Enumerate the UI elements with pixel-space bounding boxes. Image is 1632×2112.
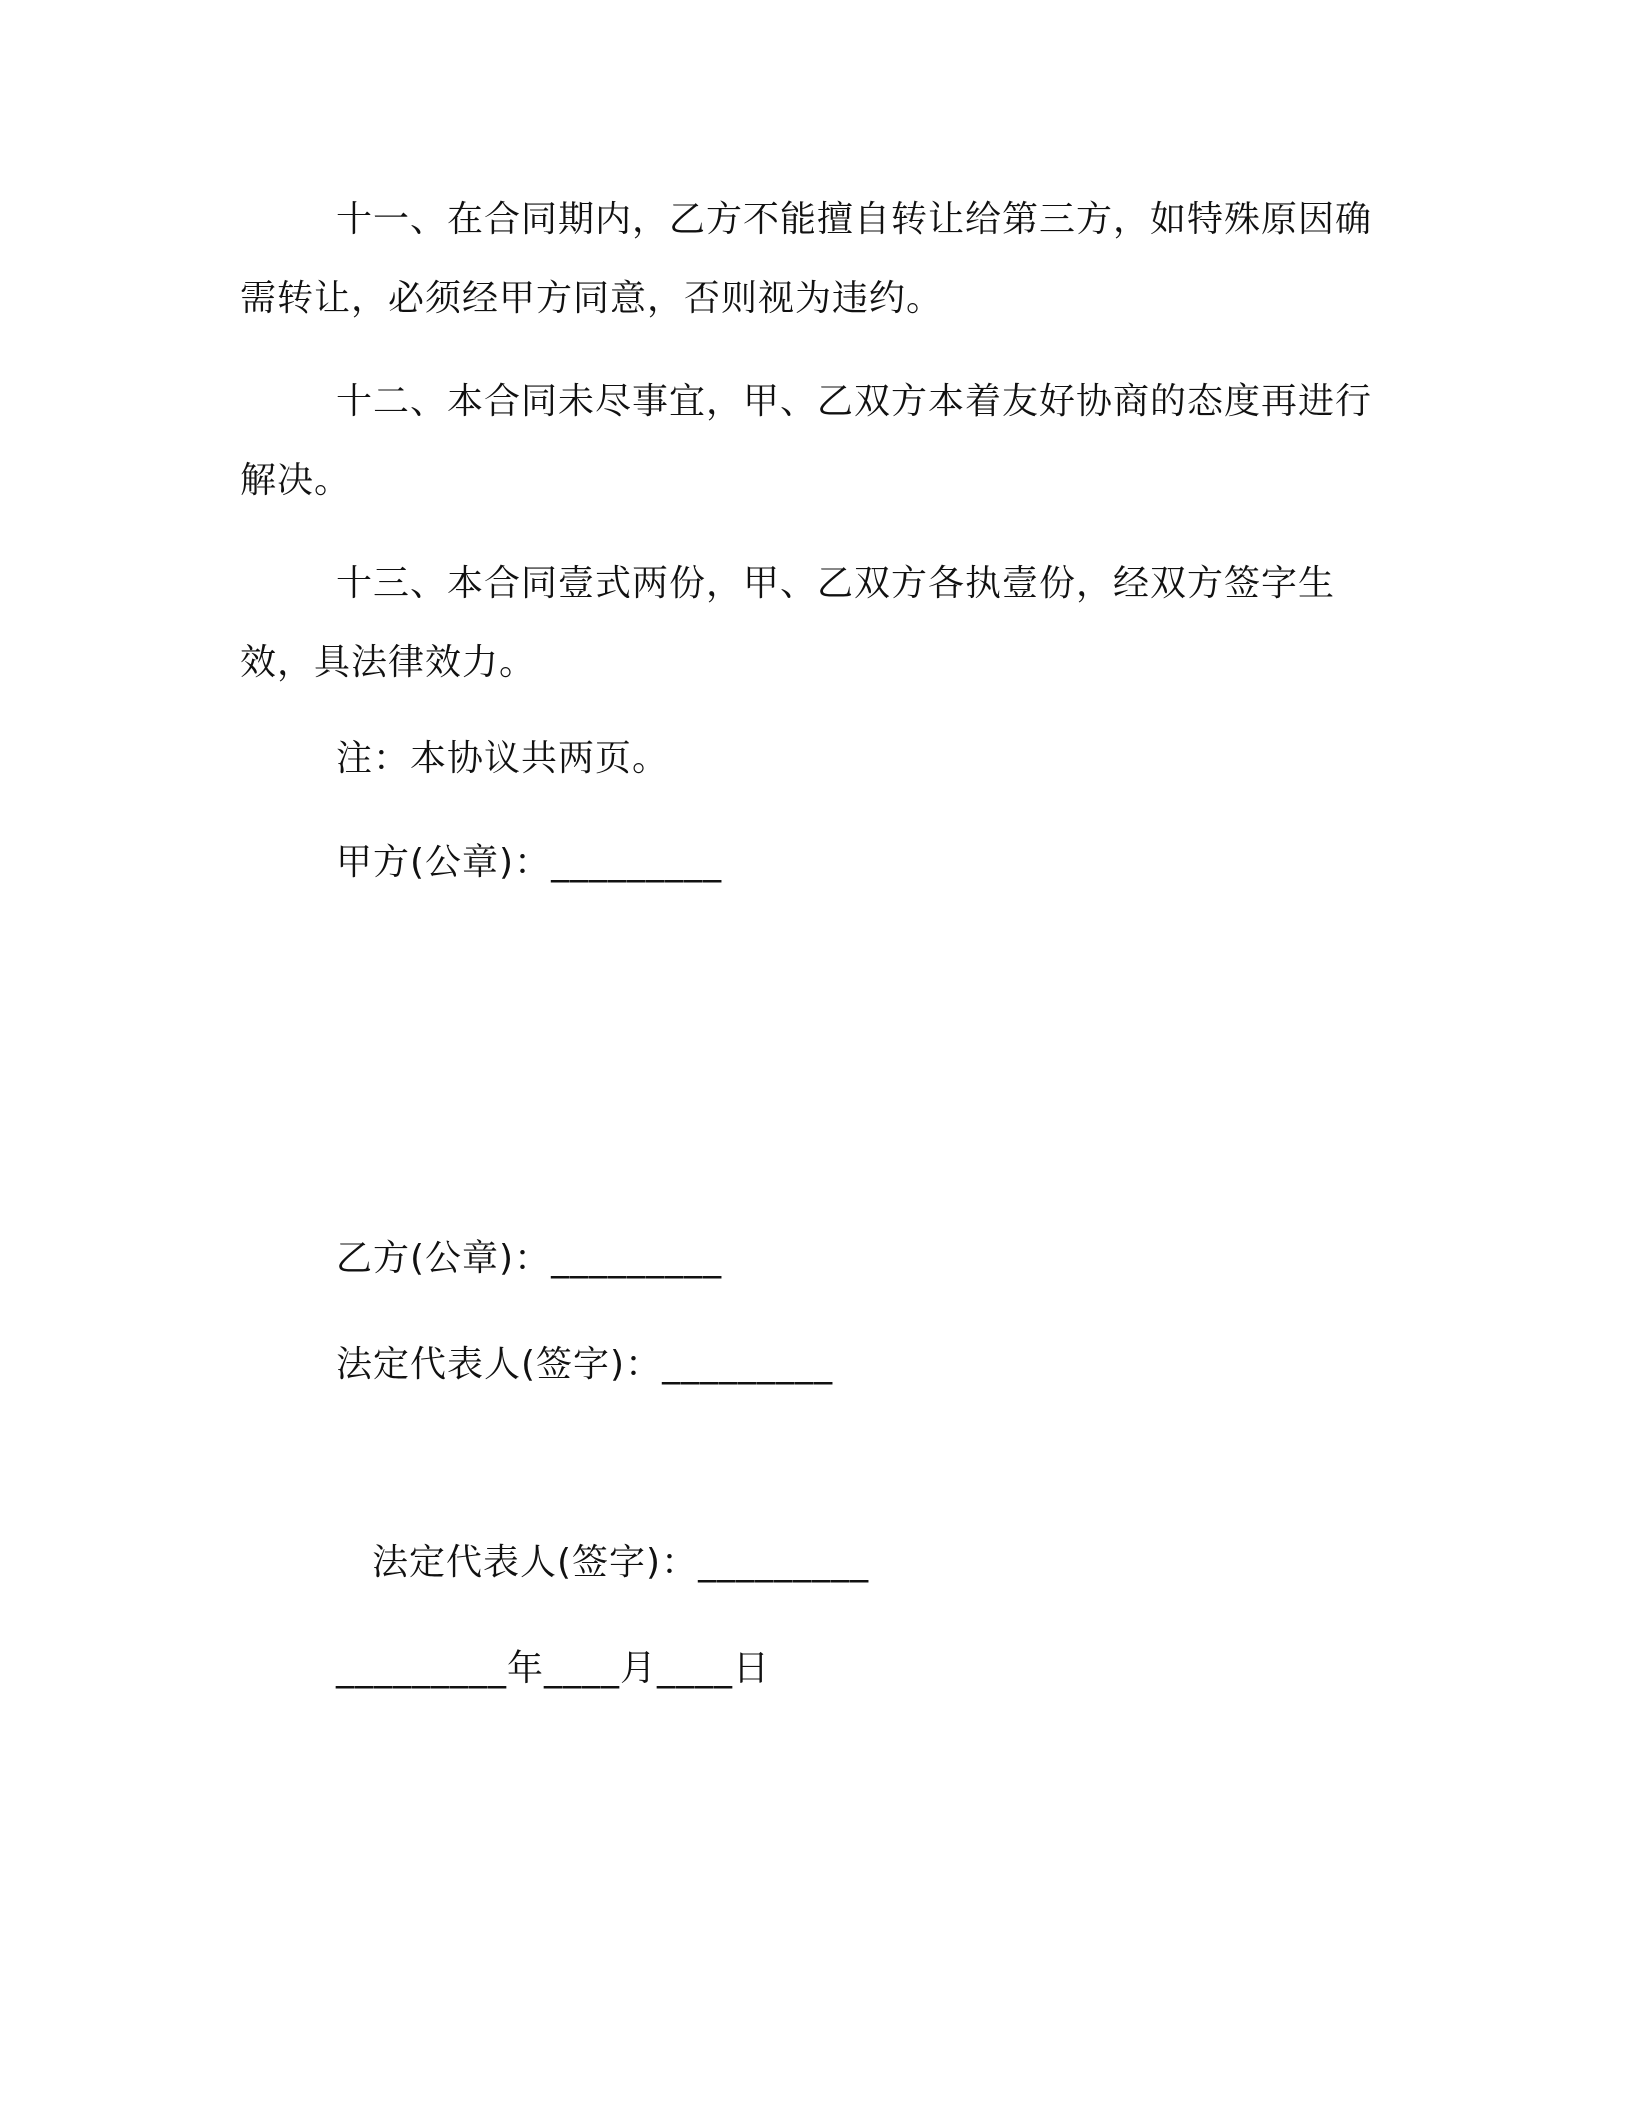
legal-representative-signature-line-1: 法定代表人(签字)：_________ <box>336 1344 834 1385</box>
party-b-seal-line: 乙方(公章)：_________ <box>336 1238 723 1279</box>
date-line: _________年____月____日 <box>336 1648 770 1689</box>
clause-11: 十一、在合同期内，乙方不能擅自转让给第三方，如特殊原因确需转让，必须经甲方同意，否则视为违约。 <box>240 199 1373 319</box>
clause-13: 十三、本合同壹式两份，甲、乙双方各执壹份，经双方签字生效，具法律效力。 <box>240 563 1336 683</box>
note-text: 注：本协议共两页。 <box>336 738 670 779</box>
legal-representative-signature-line-2: 法定代表人(签字)：_________ <box>372 1542 870 1583</box>
party-a-seal-line: 甲方(公章)：_________ <box>336 842 723 883</box>
clause-12: 十二、本合同未尽事宜，甲、乙双方本着友好协商的态度再进行解决。 <box>240 381 1373 501</box>
